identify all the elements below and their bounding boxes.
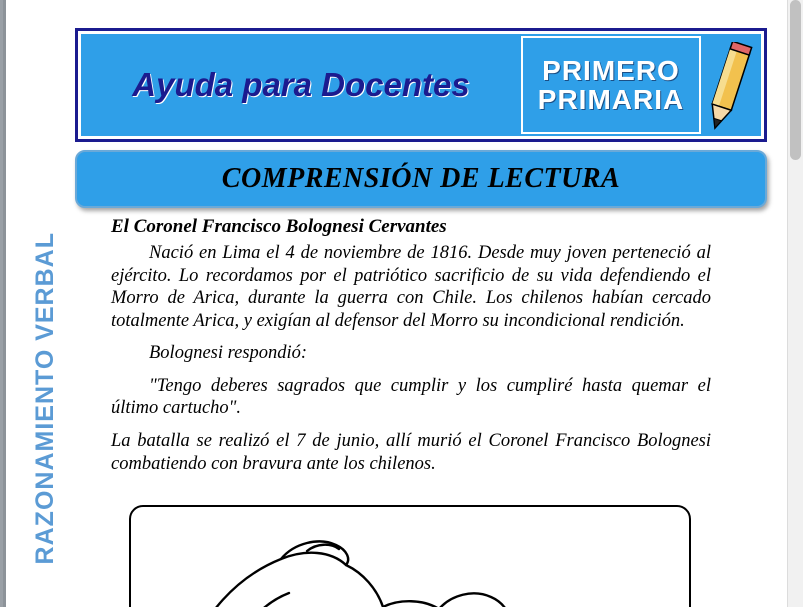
pencil-icon (699, 42, 755, 140)
section-title-text: COMPRENSIÓN DE LECTURA (221, 163, 621, 194)
reading-title: El Coronel Francisco Bolognesi Cervantes (111, 216, 447, 237)
scrollbar[interactable] (787, 0, 803, 607)
reading-paragraph-4: La batalla se realizó el 7 de junio, allí murió el Coronel Francisco Bolognesi combatiendo con bravura ante los chilenos. (111, 430, 711, 474)
bolognesi-battle-drawing (129, 505, 691, 607)
header-banner (75, 28, 767, 142)
reading-content (111, 216, 711, 485)
drawing-svg (131, 507, 691, 607)
scrollbar-thumb[interactable] (790, 0, 801, 160)
site-title: Ayuda para Docentes (132, 66, 470, 103)
grade-badge-line2: PRIMARIA (537, 84, 685, 115)
header-banner-inner (81, 34, 761, 136)
vertical-subject-label (21, 232, 69, 572)
grade-badge (521, 36, 701, 134)
section-title (75, 150, 767, 208)
reading-paragraph-3: "Tengo deberes sagrados que cumplir y los cumpliré hasta quemar el último cartucho". (111, 375, 711, 419)
vertical-subject-text: RAZONAMIENTO VERBAL (30, 232, 59, 565)
grade-badge-line1: PRIMERO (542, 54, 680, 86)
reading-paragraph-1: Nació en Lima el 4 de noviembre de 1816. Desde muy joven perteneció al ejército. Lo recordamos por el patriótico sacrificio de su vida defendiendo el Morro de Arica, durante la guerra con Chile. Los chilenos habían cercado totalmente Arica, y exigían al defensor del Morro su incondicional rendición. (111, 243, 711, 331)
reading-paragraph-2: Bolognesi respondió: (149, 343, 308, 364)
